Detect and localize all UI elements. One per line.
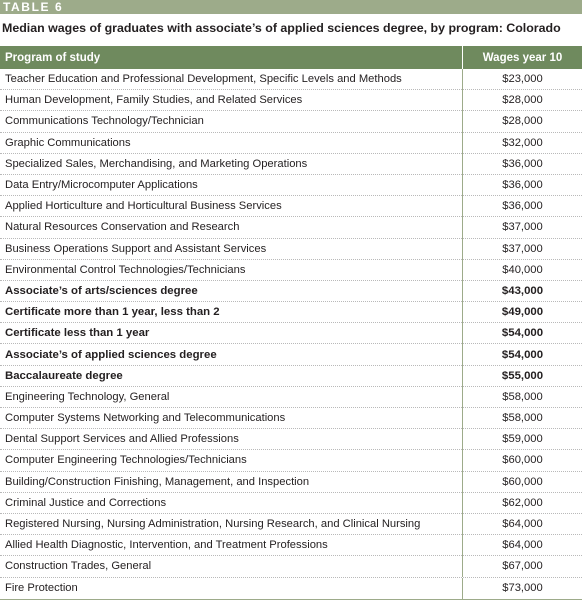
table-body [0,69,582,599]
table-row [0,302,582,323]
table-row [0,578,582,599]
program-cell: Certificate more than 1 year, less than 2 [5,306,220,319]
table-title: Median wages of graduates with associate’s of applied sciences degree, by program: Colorado [2,21,561,35]
wage-cell: $43,000 [462,280,582,301]
table-row [0,133,582,154]
wage-cell: $54,000 [462,344,582,365]
program-cell: Certificate less than 1 year [5,327,150,340]
table-row [0,281,582,302]
table-row [0,366,582,387]
table-row [0,535,582,556]
program-cell: Engineering Technology, General [5,390,170,403]
wage-cell: $67,000 [462,556,582,577]
program-cell: Building/Construction Finishing, Management, and Inspection [5,475,310,488]
wage-cell: $55,000 [462,365,582,386]
table-header [0,46,582,69]
program-cell: Environmental Control Technologies/Technicians [5,263,246,276]
table-row [0,217,582,238]
table-row [0,450,582,471]
program-cell: Graphic Communications [5,136,131,149]
wage-cell: $36,000 [462,174,582,195]
table-row [0,514,582,535]
program-cell: Associate’s of arts/sciences degree [5,284,198,297]
header-wages: Wages year 10 [462,46,582,69]
wage-cell: $36,000 [462,153,582,174]
wage-cell: $28,000 [462,90,582,111]
wage-cell: $59,000 [462,429,582,450]
program-cell: Baccalaureate degree [5,369,123,382]
table-row [0,196,582,217]
wage-cell: $23,000 [462,69,582,90]
table-row [0,408,582,429]
program-cell: Allied Health Diagnostic, Intervention, and Treatment Professions [5,539,328,552]
wage-cell: $64,000 [462,513,582,534]
program-cell: Dental Support Services and Allied Professions [5,433,239,446]
program-cell: Computer Systems Networking and Telecommunications [5,412,286,425]
table-row [0,69,582,90]
program-cell: Applied Horticulture and Horticultural Business Services [5,200,282,213]
table-label: TABLE 6 [0,0,582,14]
program-cell: Criminal Justice and Corrections [5,496,167,509]
wage-cell: $54,000 [462,323,582,344]
wage-cell: $49,000 [462,302,582,323]
program-cell: Fire Protection [5,582,78,595]
program-cell: Specialized Sales, Merchandising, and Marketing Operations [5,157,308,170]
wage-cell: $37,000 [462,217,582,238]
wage-cell: $73,000 [462,578,582,599]
wages-table [0,46,582,600]
program-cell: Human Development, Family Studies, and Related Services [5,94,303,107]
table-row [0,344,582,365]
program-cell: Registered Nursing, Nursing Administration, Nursing Research, and Clinical Nursing [5,518,421,531]
table-row [0,111,582,132]
table-row [0,323,582,344]
program-cell: Construction Trades, General [5,560,152,573]
wage-cell: $58,000 [462,408,582,429]
table-row [0,260,582,281]
program-cell: Teacher Education and Professional Development, Specific Levels and Methods [5,73,402,86]
table-row [0,556,582,577]
table-row [0,429,582,450]
wage-cell: $60,000 [462,471,582,492]
wage-cell: $32,000 [462,132,582,153]
table-row [0,239,582,260]
wage-cell: $40,000 [462,259,582,280]
table-row [0,472,582,493]
program-cell: Associate’s of applied sciences degree [5,348,217,361]
program-cell: Computer Engineering Technologies/Technicians [5,454,247,467]
wage-cell: $37,000 [462,238,582,259]
table-row [0,493,582,514]
program-cell: Natural Resources Conservation and Research [5,221,240,234]
wage-cell: $58,000 [462,386,582,407]
table-row [0,90,582,111]
program-cell: Communications Technology/Technician [5,115,204,128]
wage-cell: $62,000 [462,492,582,513]
wage-cell: $60,000 [462,450,582,471]
table-row [0,175,582,196]
wage-cell: $64,000 [462,535,582,556]
header-program: Program of study [5,51,101,64]
table-row [0,387,582,408]
wage-cell: $28,000 [462,111,582,132]
wage-cell: $36,000 [462,196,582,217]
program-cell: Data Entry/Microcomputer Applications [5,179,198,192]
table-row [0,154,582,175]
program-cell: Business Operations Support and Assistant Services [5,242,267,255]
